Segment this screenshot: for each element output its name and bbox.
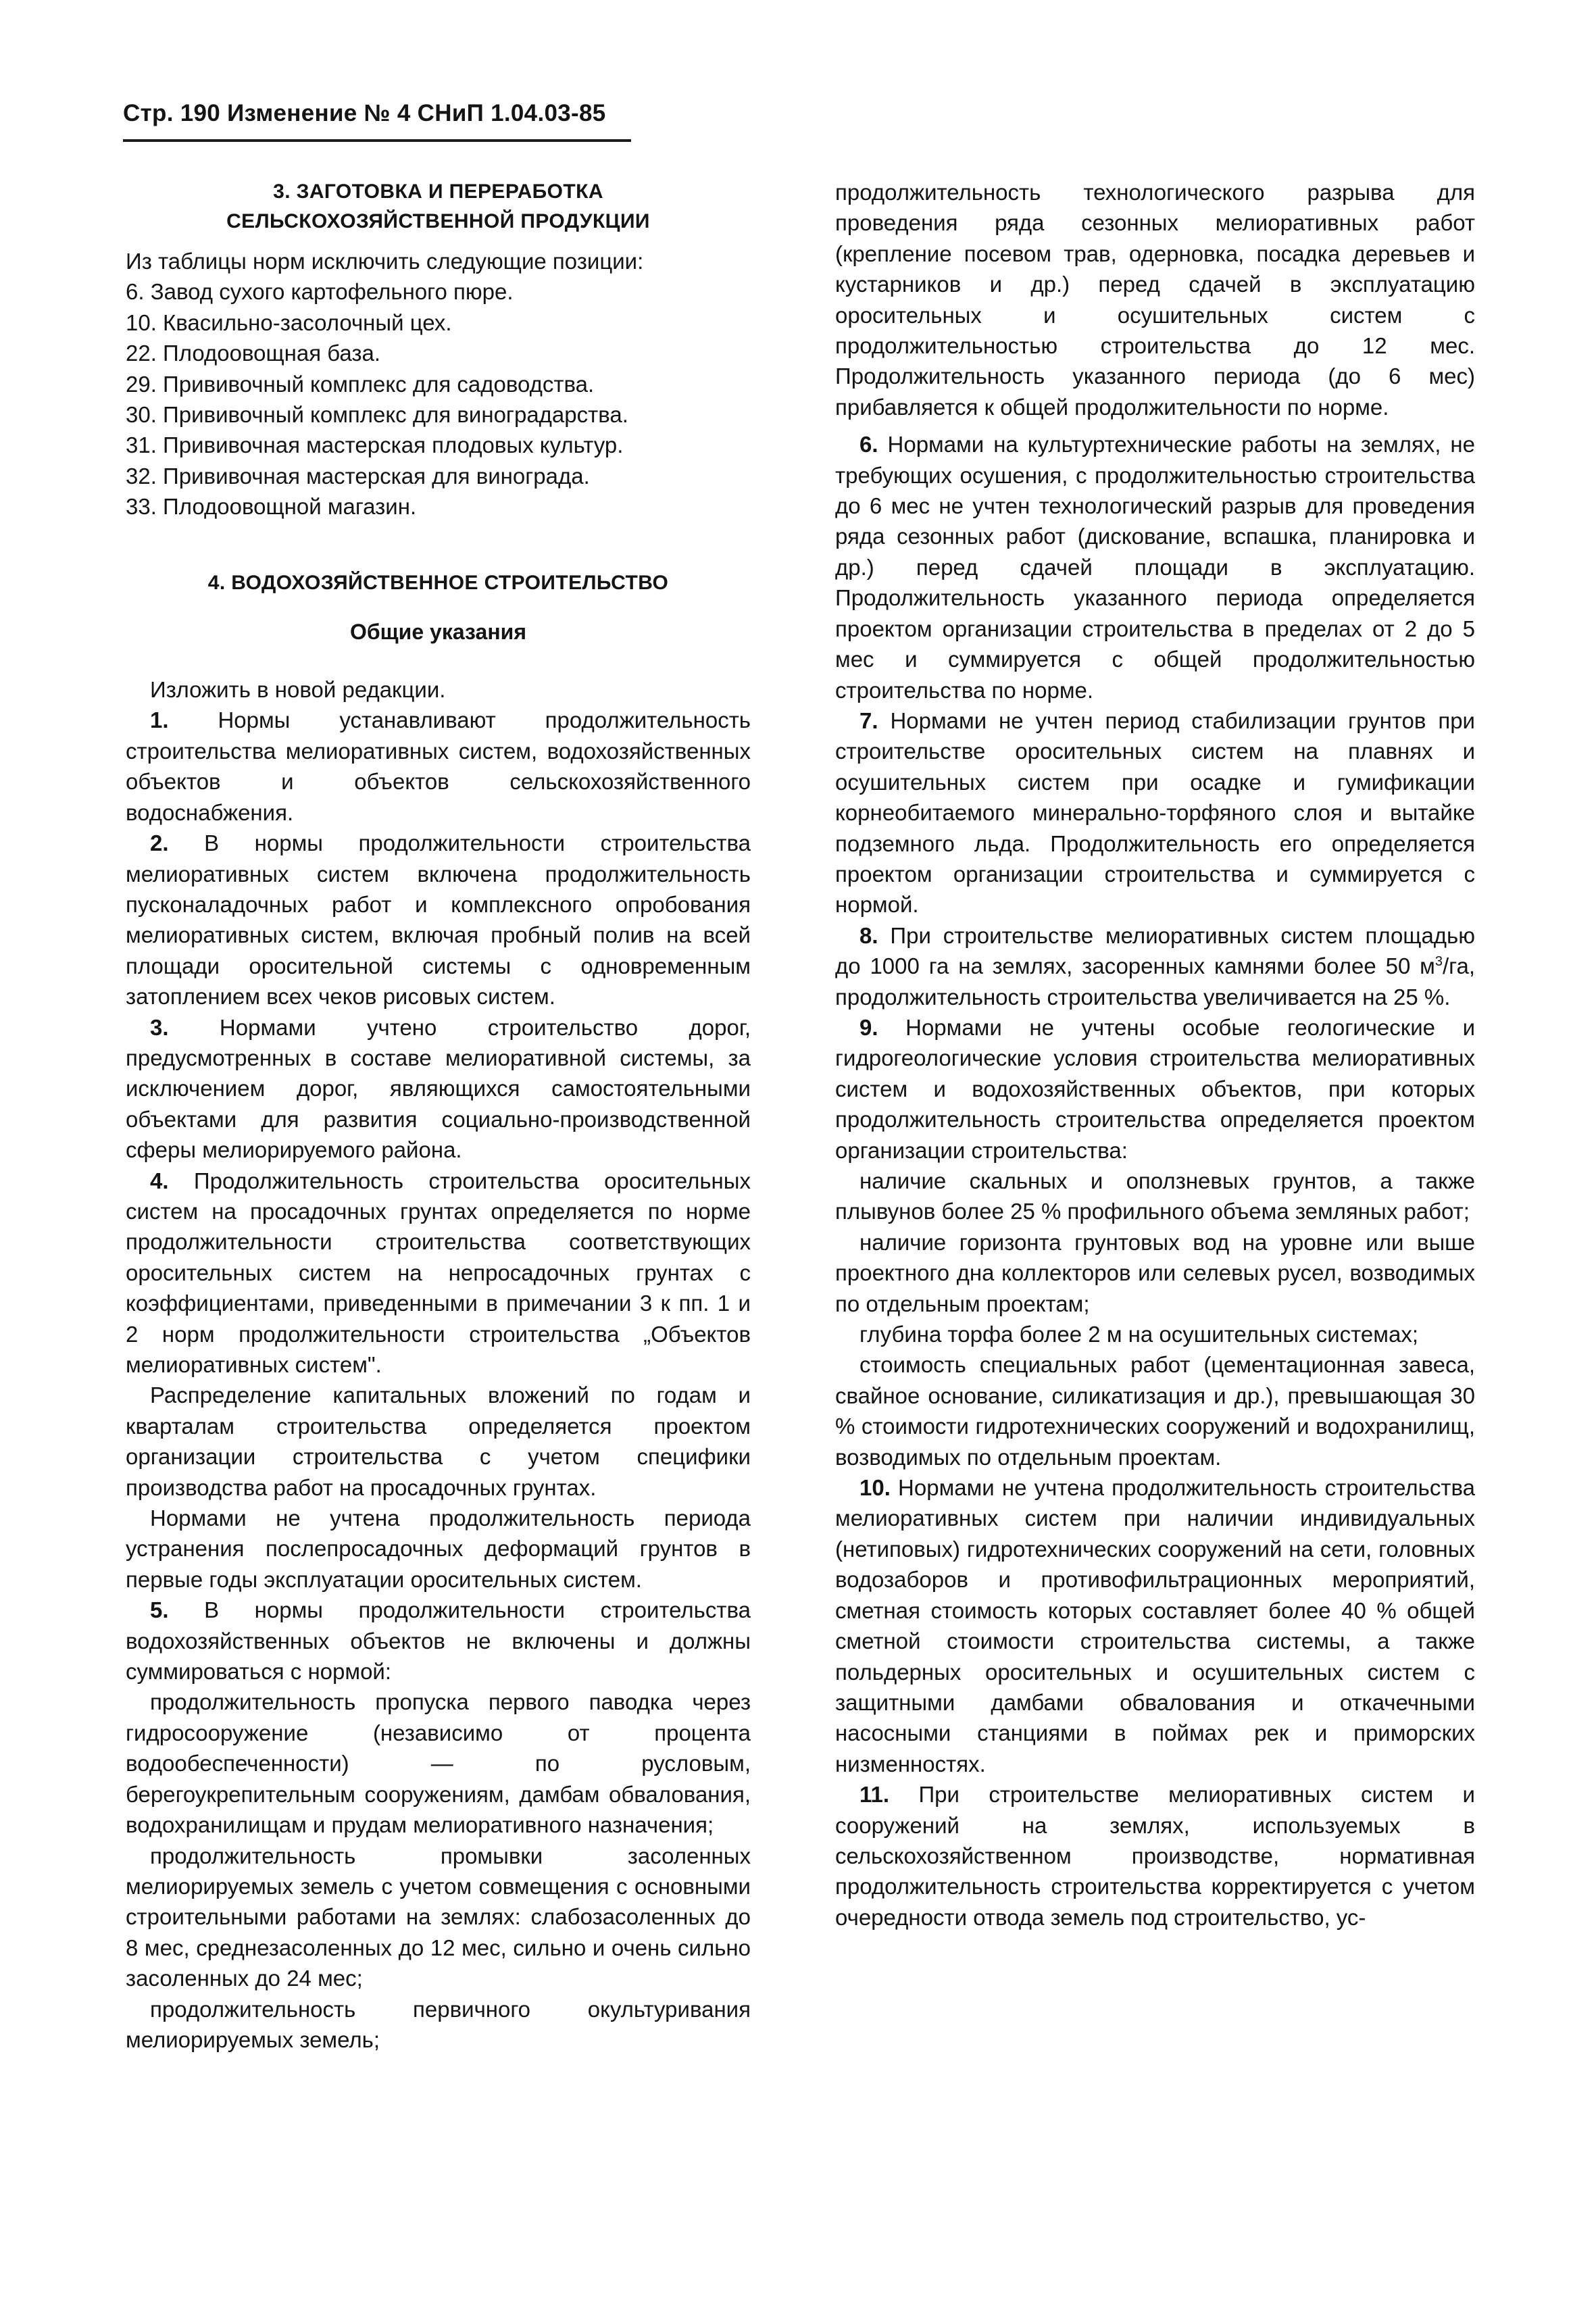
paragraph-text: Нормами на культуртехнические работы на землях, не требующих осушения, с продолжительностью строительства до 6 мес не учтен технологический разрыв для проведения ряда сезонных работ (дискование, вспашка, планировка и др.) перед сдачей площади в эксплуатацию. Продолжительность указанного периода определяется проектом организации строительства в пределах от 2 до 5 мес и суммируется с общей продолжительностью строительства по норме. <box>835 432 1475 703</box>
paragraph-text: Нормами учтено строительство дорог, предусмотренных в составе мелиоративной системы, за исключением дорог, являющихся самостоятельными объектами для развития социально-производственной сферы мелиорируемого района. <box>126 1014 751 1163</box>
paragraph-9-subitem: глубина торфа более 2 м на осушительных системах; <box>859 1322 1418 1347</box>
paragraph-number: 8. <box>859 922 878 948</box>
list-item: 31. Прививочная мастерская плодовых культур. <box>126 432 624 458</box>
paragraph-text: Продолжительность строительства оросительных систем на просадочных грунтах определяется по норме продолжительности строительства соответствующих оросительных систем на непросадочных грунтах с коэффициентами, приведенными в примечании 3 к пп. 1 и 2 норм продолжительности строительства „Объектов мелиоративных систем". <box>126 1168 751 1377</box>
paragraph-1 <box>126 705 751 828</box>
paragraph-text: Нормами не учтена продолжительность строительства мелиоративных систем при наличии индивидуальных (нетиповых) гидротехнических сооружений на сети, головных водозаборов и противофильтрационных мероприятий, сметная стоимость которых составляет более 40 % общей сметной стоимости строительства системы, а также польдерных оросительных и осушительных систем с защитными дамбами обвалования и откачечными насосными станциями в поймах рек и приморских низменностях. <box>835 1475 1475 1776</box>
paragraph-number: 6. <box>859 432 878 457</box>
paragraph-text: /га, продолжительность строительства увеличивается на 25 %. <box>835 953 1475 1010</box>
paragraph-7 <box>835 705 1475 920</box>
paragraph-text: Нормы устанавливают продолжительность строительства мелиоративных систем, водохозяйственных объектов и объектов сельскохозяйственного водоснабжения. <box>126 707 751 825</box>
list-item: 33. Плодоовощной магазин. <box>126 494 417 520</box>
paragraph-text: В нормы продолжительности строительства водохозяйственных объектов не включены и должны суммироваться с нормой: <box>126 1597 751 1685</box>
left-column <box>126 177 751 2055</box>
paragraph-text: При строительстве мелиоративных систем площадью до 1000 га на землях, засоренных камнями более 50 м <box>835 922 1475 979</box>
paragraph-text: Нормами не учтен период стабилизации грунтов при строительстве оросительных систем на плавнях и осушительных систем при осадке и гумификации корнеобитаемого минерально-торфяного слоя и вытайке подземного льда. Продолжительность его определяется проектом организации строительства и суммируется с нормой. <box>835 707 1475 918</box>
paragraph-number: 4. <box>150 1168 169 1193</box>
page-header: Стр. 190 Изменение № 4 СНиП 1.04.03-85 <box>123 100 606 126</box>
paragraph-9 <box>835 1012 1475 1166</box>
superscript: 3 <box>1435 954 1443 970</box>
paragraph-number: 9. <box>859 1014 878 1040</box>
paragraph-5-subitem: продолжительность пропуска первого паводка через гидросооружение (независимо от процента водообеспеченности) — по русловым, берегоукрепительным сооружениям, дамбам обвалования, водохранилищам и прудам мелиоративного назначения; <box>126 1689 751 1838</box>
header-rule <box>123 139 631 142</box>
list-item: 32. Прививочная мастерская для винограда. <box>126 463 590 489</box>
section-3-title-line2: СЕЛЬСКОХОЗЯЙСТВЕННОЙ ПРОДУКЦИИ <box>226 210 650 232</box>
section-3-title-line1: 3. ЗАГОТОВКА И ПЕРЕРАБОТКА <box>273 180 603 203</box>
list-item: 22. Плодоовощная база. <box>126 341 381 366</box>
paragraph-5 <box>126 1595 751 1687</box>
right-column <box>835 177 1475 1933</box>
paragraph-5-subitem: продолжительность промывки засоленных мелиорируемых земель с учетом совмещения с основными строительными работами на землях: слабозасоленных до 8 мес, среднезасоленных до 12 мес, сильно и очень сильно засоленных до 24 мес; <box>126 1843 751 1991</box>
paragraph-text: В нормы продолжительности строительства мелиоративных систем включена продолжительность пусконаладочных работ и комплексного опробования мелиоративных систем, включая пробный полив на всей площади оросительной системы с одновременным затоплением всех чеков рисовых систем. <box>126 830 751 1010</box>
paragraph-9-subitem: стоимость специальных работ (цементационная завеса, свайное основание, силикатизация и др.), превышающая 30 % стоимости гидротехнических сооружений и водохранилищ, возводимых по отдельным проектам. <box>835 1352 1475 1470</box>
list-item: 29. Прививочный комплекс для садоводства. <box>126 371 595 397</box>
list-item: 30. Прививочный комплекс для виноградарства. <box>126 402 628 428</box>
paragraph-5-subitem: продолжительность первичного окультуривания мелиорируемых земель; <box>126 1996 751 2052</box>
section-4-title: 4. ВОДОХОЗЯЙСТВЕННОЕ СТРОИТЕЛЬСТВО <box>207 571 669 594</box>
paragraph-number: 7. <box>859 707 878 733</box>
paragraph-4-continuation: Распределение капитальных вложений по годам и кварталам строительства определяется проектом организации строительства с учетом специфики производства работ на просадочных грунтах. <box>126 1383 751 1500</box>
list-item: 6. Завод сухого картофельного пюре. <box>126 279 514 305</box>
section-4-intro: Изложить в новой редакции. <box>150 677 446 703</box>
paragraph-10 <box>835 1472 1475 1779</box>
paragraph-6 <box>835 429 1475 705</box>
paragraph-number: 2. <box>150 830 169 856</box>
paragraph-number: 5. <box>150 1597 169 1623</box>
paragraph-2 <box>126 828 751 1012</box>
paragraph-text: При строительстве мелиоративных систем и сооружений на землях, используемых в сельскохозяйственном производстве, нормативная продолжительность строительства корректируется с учетом очередности отвода земель под строительство, ус- <box>835 1782 1475 1930</box>
paragraph-3 <box>126 1012 751 1166</box>
paragraph-11 <box>835 1779 1475 1933</box>
paragraph-4-continuation: Нормами не учтена продолжительность периода устранения послепросадочных деформаций грунтов в первые годы эксплуатации оросительных систем. <box>126 1505 751 1592</box>
paragraph-8 <box>835 920 1475 1012</box>
paragraph-4 <box>126 1166 751 1380</box>
paragraph-number: 1. <box>150 707 169 733</box>
paragraph-number: 3. <box>150 1014 169 1040</box>
section-4-subtitle: Общие указания <box>350 619 526 644</box>
paragraph-number: 11. <box>859 1782 890 1808</box>
list-item: 10. Квасильно-засолочный цех. <box>126 309 452 335</box>
section-3-intro: Из таблицы норм исключить следующие позиции: <box>126 249 644 274</box>
paragraph-9-subitem: наличие горизонта грунтовых вод на уровне или выше проектного дна коллекторов или селевых русел, возводимых по отдельным проектам; <box>835 1229 1475 1316</box>
paragraph-5-subitem: продолжительность технологического разрыва для проведения ряда сезонных мелиоративных работ (крепление посевом трав, одерновка, посадка деревьев и кустарников и др.) перед сдачей в эксплуатацию оросительных и осушительных систем с продолжительностью строительства до 12 мес. Продолжительность указанного периода (до 6 мес) прибавляется к общей продолжительности по норме. <box>835 180 1475 420</box>
paragraph-text: Нормами не учтены особые геологические и гидрогеологические условия строительства мелиоративных систем и водохозяйственных объектов, при которых продолжительность строительства определяется проектом организации строительства: <box>835 1014 1475 1163</box>
paragraph-9-subitem: наличие скальных и оползневых грунтов, а также плывунов более 25 % профильного объема земляных работ; <box>835 1168 1475 1224</box>
paragraph-number: 10. <box>859 1475 891 1501</box>
